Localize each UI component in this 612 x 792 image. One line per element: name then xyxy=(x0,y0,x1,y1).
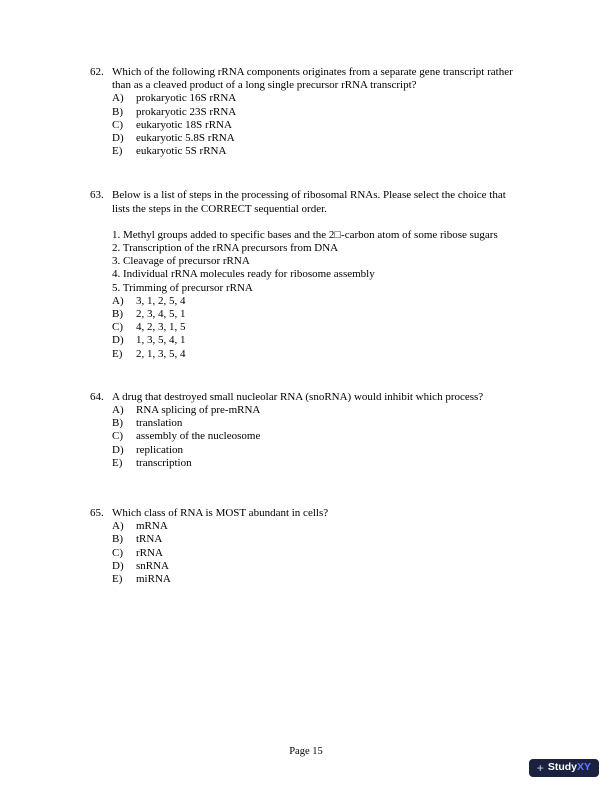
option-row xyxy=(112,444,520,457)
studyxy-logo xyxy=(529,759,599,777)
option-row xyxy=(112,573,520,586)
option-letter: E) xyxy=(112,347,123,360)
option-text: rRNA xyxy=(136,546,163,559)
question-62 xyxy=(90,66,520,158)
option-letter: C) xyxy=(112,430,123,443)
option-row xyxy=(112,348,520,361)
option-row xyxy=(112,132,520,145)
option-text: eukaryotic 5.8S rRNA xyxy=(136,132,235,145)
brand-xy-text: XY xyxy=(576,761,591,774)
option-letter: A) xyxy=(112,92,124,105)
question-62-number: 62. xyxy=(90,66,104,78)
brand-study-text: Study xyxy=(547,761,577,774)
step-line: 5. Trimming of precursor rRNA xyxy=(112,281,253,294)
option-letter: C) xyxy=(112,321,123,334)
option-text: transcription xyxy=(136,456,192,469)
question-62-head xyxy=(90,66,520,92)
option-row xyxy=(112,308,520,321)
question-64-text: A drug that destroyed small nucleolar RNA (snoRNA) would inhibit which process? xyxy=(112,390,484,403)
option-row xyxy=(112,430,520,443)
option-letter: E) xyxy=(112,456,123,469)
option-letter: B) xyxy=(112,105,123,118)
option-text: mRNA xyxy=(136,520,168,533)
option-text: prokaryotic 23S rRNA xyxy=(136,105,237,118)
option-row xyxy=(112,145,520,158)
question-63 xyxy=(90,189,520,360)
option-text: RNA splicing of pre-mRNA xyxy=(136,404,261,417)
option-letter: D) xyxy=(112,443,124,456)
option-letter: B) xyxy=(112,308,123,321)
question-65-options xyxy=(112,520,520,586)
plus-icon: + xyxy=(536,761,544,775)
question-64-head xyxy=(90,391,520,404)
option-row xyxy=(112,106,520,119)
question-63-steps xyxy=(112,229,520,295)
option-text: replication xyxy=(136,443,184,456)
question-63-text: Below is a list of steps in the processing of ribosomal RNAs. Please select the choice that lists the steps in the CORRECT sequential order. xyxy=(112,189,506,215)
option-letter: E) xyxy=(112,145,123,158)
option-text: tRNA xyxy=(136,533,163,546)
option-row xyxy=(112,119,520,132)
question-62-text: Which of the following rRNA components originates from a separate gene transcript rather than as a cleaved product of a long single precursor rRNA transcript? xyxy=(112,66,513,92)
option-letter: D) xyxy=(112,132,124,145)
option-letter: C) xyxy=(112,118,123,131)
option-letter: C) xyxy=(112,546,123,559)
page-footer: Page 15 xyxy=(289,745,323,757)
question-65-number: 65. xyxy=(90,507,104,520)
option-row xyxy=(112,457,520,470)
option-text: snRNA xyxy=(136,559,170,572)
option-row xyxy=(112,334,520,347)
option-row xyxy=(112,404,520,417)
option-letter: A) xyxy=(112,404,124,417)
option-row xyxy=(112,417,520,430)
option-text: 1, 3, 5, 4, 1 xyxy=(136,334,186,347)
question-64 xyxy=(90,391,520,470)
question-65 xyxy=(90,507,520,586)
option-row xyxy=(112,560,520,573)
option-text: 2, 1, 3, 5, 4 xyxy=(136,347,186,360)
option-text: translation xyxy=(136,417,183,430)
option-text: eukaryotic 5S rRNA xyxy=(136,145,227,158)
option-letter: B) xyxy=(112,533,123,546)
option-letter: E) xyxy=(112,573,123,586)
step-line: 3. Cleavage of precursor rRNA xyxy=(112,255,250,268)
option-text: 4, 2, 3, 1, 5 xyxy=(136,321,186,334)
step-line: 1. Methyl groups added to specific bases and the 2□-carbon atom of some ribose sugars xyxy=(112,228,498,241)
option-row xyxy=(112,520,520,533)
option-row xyxy=(112,533,520,546)
option-text: 3, 1, 2, 5, 4 xyxy=(136,294,186,307)
step-line: 4. Individual rRNA molecules ready for ribosome assembly xyxy=(112,268,375,281)
question-63-options xyxy=(112,295,520,361)
option-letter: A) xyxy=(112,294,124,307)
option-text: miRNA xyxy=(136,573,171,586)
option-text: eukaryotic 18S rRNA xyxy=(136,118,232,131)
question-63-number: 63. xyxy=(90,189,104,202)
option-letter: A) xyxy=(112,520,124,533)
option-row xyxy=(112,92,520,105)
question-65-text: Which class of RNA is MOST abundant in cells? xyxy=(112,507,329,520)
question-63-head xyxy=(90,189,520,215)
option-letter: D) xyxy=(112,334,124,347)
question-64-options xyxy=(112,404,520,470)
option-row xyxy=(112,295,520,308)
question-62-options xyxy=(112,92,520,158)
option-letter: D) xyxy=(112,559,124,572)
option-row xyxy=(112,321,520,334)
question-64-number: 64. xyxy=(90,390,104,403)
option-text: 2, 3, 4, 5, 1 xyxy=(136,308,186,321)
option-text: assembly of the nucleosome xyxy=(136,430,261,443)
step-line: 2. Transcription of the rRNA precursors from DNA xyxy=(112,242,339,255)
option-letter: B) xyxy=(112,417,123,430)
option-text: prokaryotic 16S rRNA xyxy=(136,92,237,105)
option-row xyxy=(112,547,520,560)
question-65-head xyxy=(90,507,520,520)
